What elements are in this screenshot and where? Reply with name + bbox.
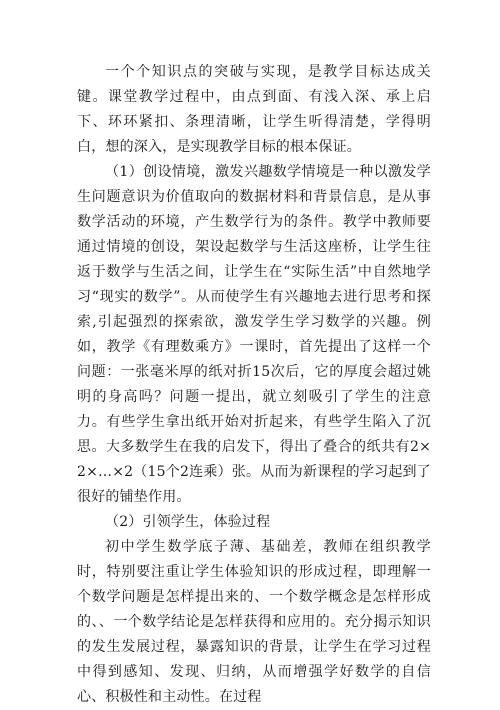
document-body	[77, 60, 431, 710]
paragraph-heading-guide-students: （2）引领学生，体验过程	[105, 514, 271, 530]
paragraph-create-situation: （1）创设情境，激发兴趣数学情境是一种以激发学生问题意识为价值取向的数据材料和背景信息，是从事数学活动的环境，产生数学行为的条件。教学中教师要通过情境的创设，架设起数学与生活这座桥，让学生往返于数学与生活之间，让学生在“实际生活”中自然地学习“现实的数学”。从而使学生有兴趣地去进行思考和探索,引起强烈的探索欲，激发学生学习数学的兴趣。例如，教学《有理数乘方》一课时，首先提出了这样一个问题：一张毫米厚的纸对折15次后，它的厚度会超过姚明的身高吗？问题一提出，就立刻吸引了学生的注意力。有些学生拿出纸开始对折起来，有些学生陷入了沉思。大多数学生在我的启发下，得出了叠合的纸共有2×2×…×2（15个2连乘）张。从而为新课程的学习起到了很好的铺垫作用。	[77, 164, 431, 505]
paragraph-intro: 一个个知识点的突破与实现，是教学目标达成关键。课堂教学过程中，由点到面、有浅入深、承上启下、环环紧扣、条理清晰，让学生听得清楚，学得明白，想的深入，是实现教学目标的根本保证。	[77, 64, 431, 155]
paragraph-experience-process: 初中学生数学底子薄、基础差，教师在组织教学时，特别要注重让学生体验知识的形成过程，即理解一个数学问题是怎样提出来的、一个数学概念是怎样形成的、、一个数学结论是怎样获得和应用的。充分揭示知识的发生发展过程，暴露知识的背景，让学生在学习过程中得到感知、发现、归纳，从而增强学好数学的自信心、积极性和主动性。在过程	[77, 539, 431, 705]
